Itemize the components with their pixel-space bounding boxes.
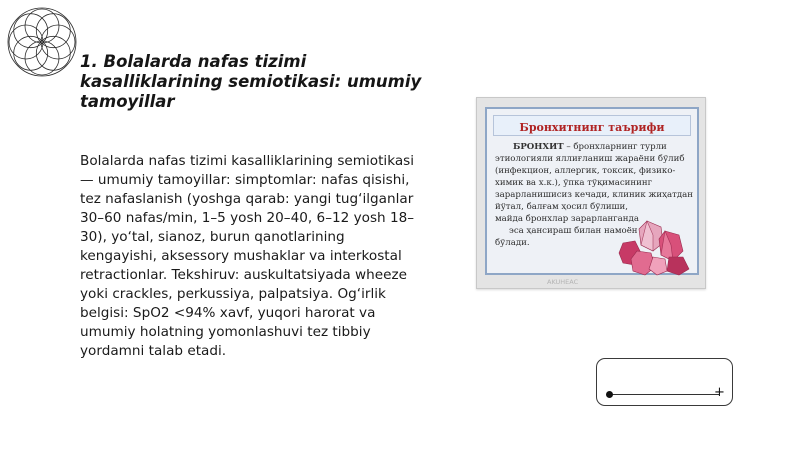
- definition-line-8: эса ҳансираш билан намоён: [509, 226, 638, 236]
- timeline-line: [609, 394, 719, 395]
- definition-card: [485, 107, 699, 275]
- definition-line-7: майда бронхлар зарарланганда: [495, 214, 639, 224]
- definition-line-4: химик ва х.к.), ўпка тўқимасининг: [495, 178, 653, 188]
- definition-line-5: зарарланишисиз кечади, клиник жиҳатдан: [495, 190, 694, 200]
- definition-heading-bar: [493, 115, 691, 136]
- timeline-box: [596, 358, 733, 406]
- definition-term: БРОНХИТ: [513, 142, 564, 152]
- plus-icon[interactable]: +: [714, 385, 725, 400]
- definition-line-6: йўтал, балғам ҳосил бўлиши,: [495, 202, 628, 212]
- figure-caption: AKUHEAC: [547, 278, 579, 286]
- slide-title: 1. Bolalarda nafas tizimi kasalliklarining semiotikasi: umumiy tamoyillar: [80, 52, 422, 111]
- slide-body-text: Bolalarda nafas tizimi kasalliklarining semiotikasi — umumiy tamoyillar: simptomlar: nafas qisishi, tez nafaslanish (yoshga qarab: yangi tug‘ilganlar 30–60 nafas/min, 1–5 yosh 20–40, 6–12 yosh 18–30), yo‘tal, sianoz, burun qanotlarining kengayishi, aksessory mushaklar va interkostal retractionlar. Tekshiruv: auskultatsiyada wheeze yoki crackles, perkussiya, palpatsiya. Og‘irlik belgisi: SpO2 <94% xavf, yuqori harorat va umumiy holatning yomonlashuvi tez tibbiy yordamni talab etadi.: [80, 153, 415, 359]
- definition-line-3: (инфекцион, аллергик, токсик, физико-: [495, 166, 676, 176]
- dot-icon[interactable]: [606, 391, 613, 398]
- bronchitis-definition-image: [476, 97, 706, 289]
- definition-line-9: бўлади.: [495, 238, 530, 248]
- definition-line-1: БРОНХИТ – бронхларнинг турли: [513, 142, 667, 152]
- spirograph-ornament-icon: [2, 2, 82, 82]
- definition-heading: Бронхитнинг таърифи: [519, 121, 665, 134]
- definition-line-2: этиологияли яллиғланиш жараёни бўлиб: [495, 154, 685, 164]
- crystal-illustration-icon: [617, 217, 691, 277]
